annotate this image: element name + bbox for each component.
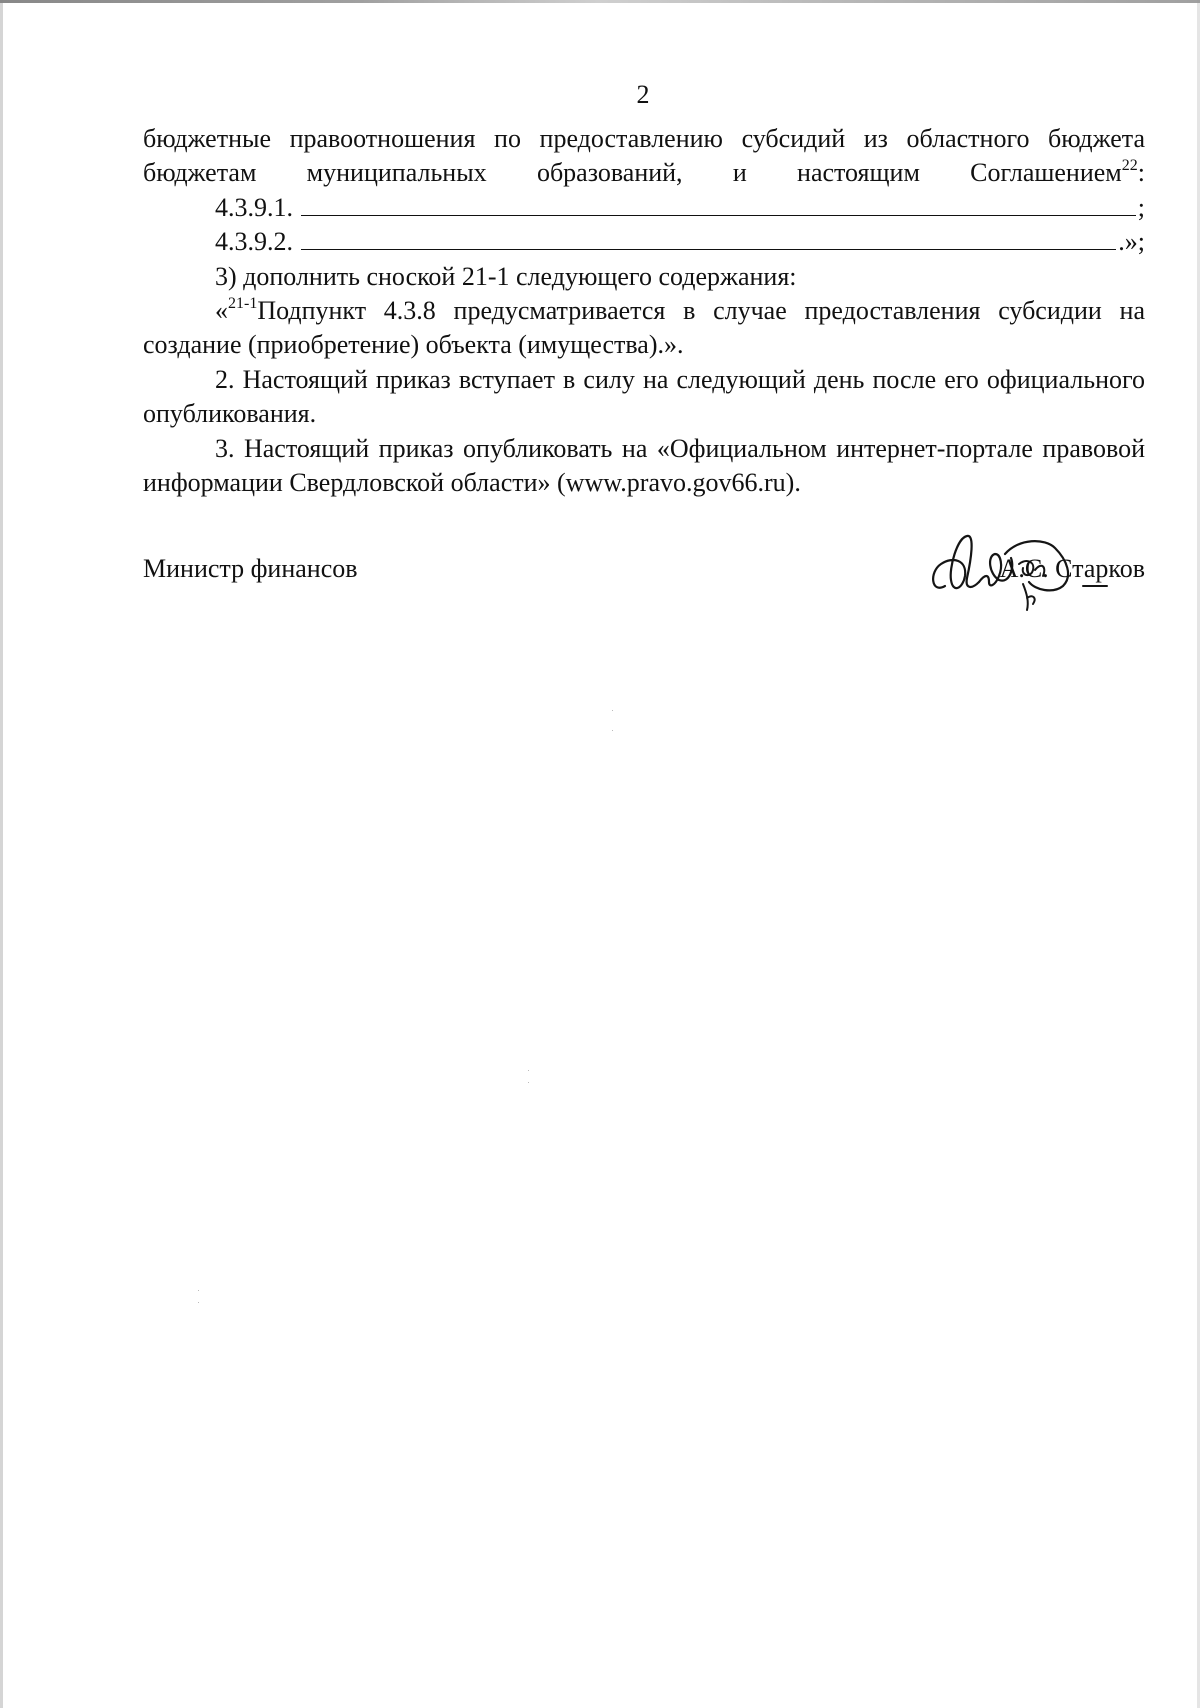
signatory-title: Министр финансов [143, 554, 358, 583]
open-quote: « [215, 296, 228, 325]
paragraph-publication: 3. Настоящий приказ опубликовать на «Официальном интернет-портале правовой информации Свердловской области» (www.pravo.gov66.ru). [143, 433, 1145, 498]
signatory-name: А.С. Старков [999, 554, 1145, 583]
footnote-ref-22: 22 [1121, 157, 1138, 175]
blank-fill-line [301, 193, 1136, 216]
signature-block [143, 550, 1145, 610]
scan-speck [612, 730, 613, 731]
footnote-mark-21-1: 21-1 [228, 295, 258, 312]
paragraph-text: бюджетные правоотношения по предоставлению субсидий из областного бюджета бюджетам муниципальных образований, и настоящим Соглашением [143, 124, 1145, 188]
scan-edge-left [0, 0, 3, 1708]
item-tail: ; [1137, 192, 1145, 222]
item-number: 4.3.9.1. [215, 192, 293, 222]
paragraph-continuation [143, 122, 1145, 191]
document-body [143, 122, 1145, 500]
blank-fill-line [301, 227, 1116, 250]
scan-edge-top [0, 0, 1200, 3]
scan-speck [612, 710, 613, 711]
paragraph-tail: : [1137, 158, 1145, 188]
item-number: 4.3.9.2. [215, 227, 293, 257]
page-number: 2 [636, 80, 650, 109]
item-tail: .»; [1118, 227, 1145, 257]
paragraph-footnote-text [143, 294, 1145, 363]
paragraph-effective-date: 2. Настоящий приказ вступает в силу на следующий день после его официального опубликования. [143, 364, 1145, 429]
scan-speck [198, 1290, 199, 1291]
blank-item-4392 [143, 225, 1145, 259]
scan-speck [198, 1302, 199, 1303]
footnote-body: Подпункт 4.3.8 предусматривается в случае предоставления субсидии на создание (приобретение) объекта (имущества).». [143, 296, 1145, 360]
paragraph-footnote-addition: 3) дополнить сноской 21-1 следующего содержания: [215, 261, 797, 291]
blank-item-4391 [143, 191, 1145, 225]
scan-speck [528, 1070, 529, 1071]
scan-speck [528, 1082, 529, 1083]
